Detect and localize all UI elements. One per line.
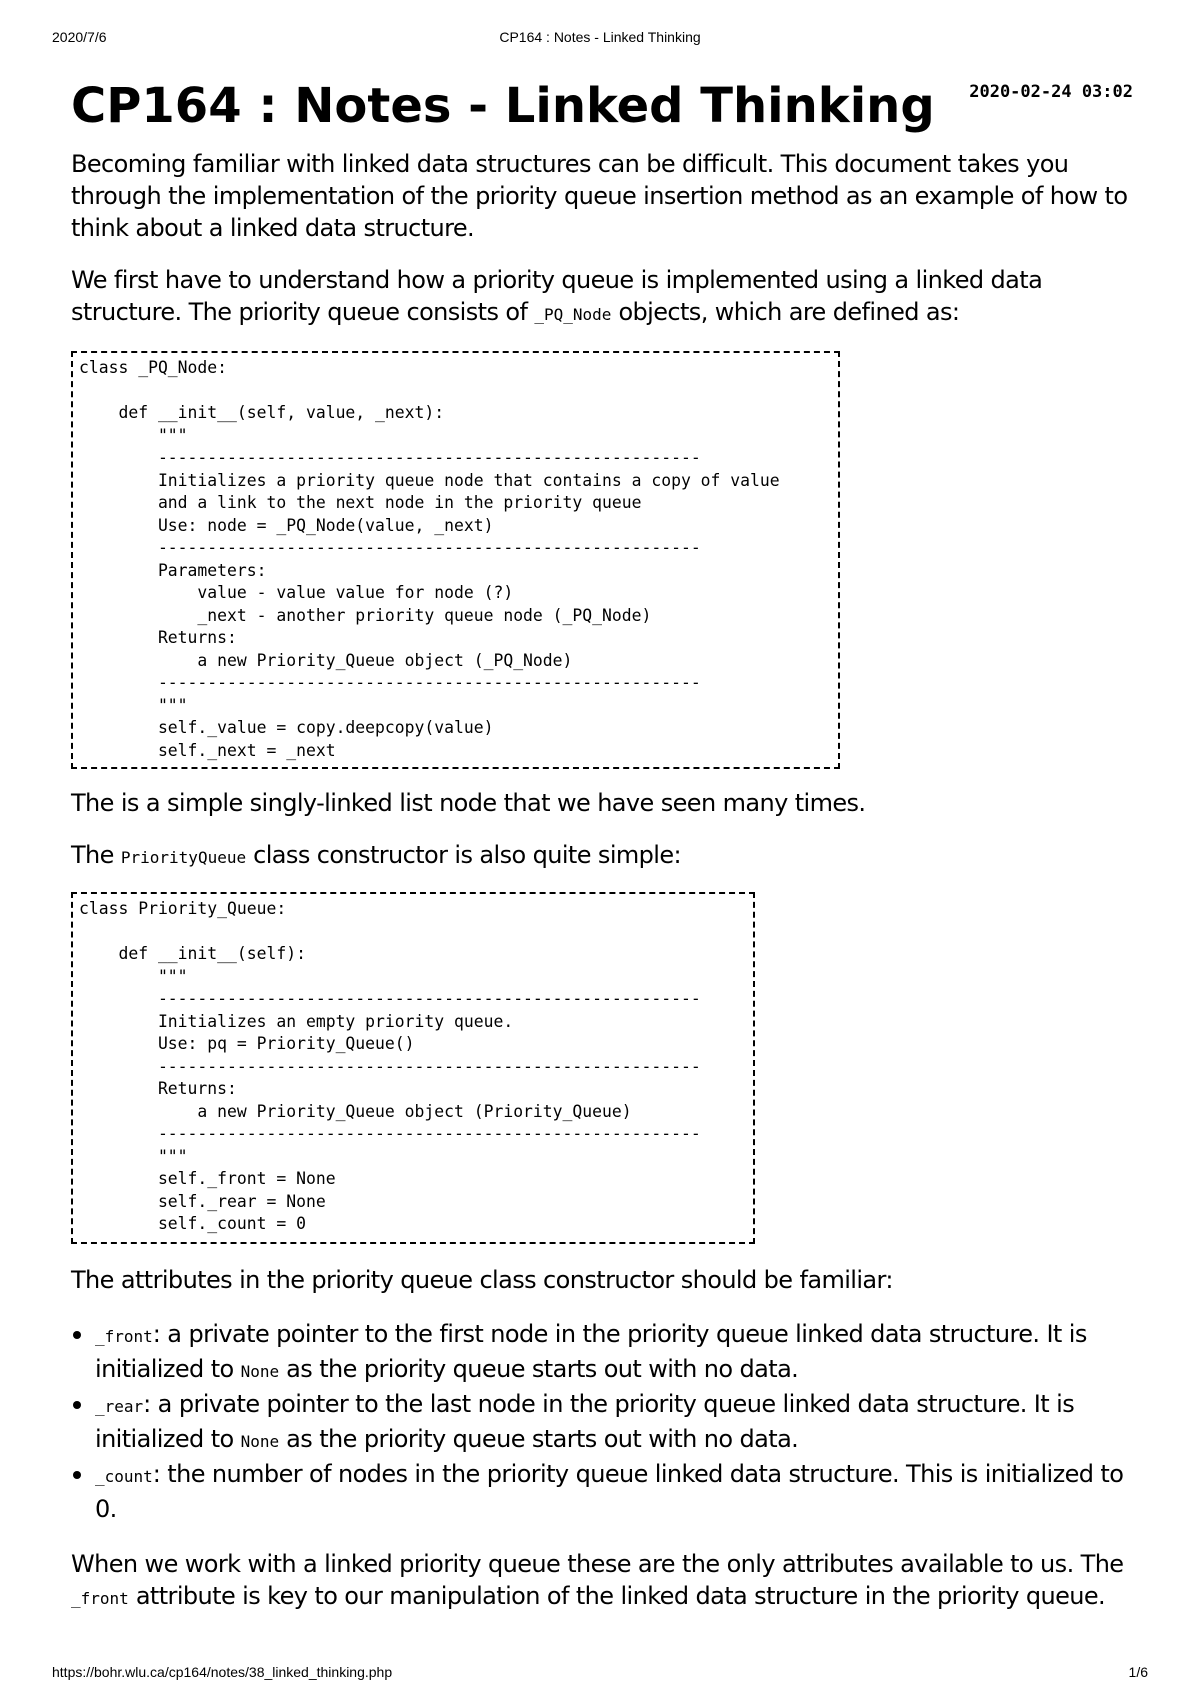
list-item-count (95, 1458, 1141, 1528)
inline-code: _rear (95, 1397, 144, 1416)
text-span: The (71, 841, 121, 869)
inline-code: None (240, 1432, 280, 1451)
print-title: CP164 : Notes - Linked Thinking (499, 29, 701, 45)
text-span: attribute is key to our manipulation of the linked data structure in the priority queue. (128, 1582, 1106, 1610)
inline-code: _front (71, 1589, 129, 1608)
timestamp: 2020-02-24 03:02 (969, 82, 1133, 102)
text-span: as the priority queue starts out with no data. (279, 1425, 799, 1453)
document-content (71, 70, 1141, 1615)
code-block-priority-queue: class Priority_Queue: def __init__(self): """ ------------------------------------------------------- Initializes an empty priority queue. Use: pq = Priority_Queue() ------------------------------------------------------- Returns: a new Priority_Queue object (Priority_Queue) ------------------------------------------------------- """ self._front = None self._rear = None self._count = 0 (71, 892, 755, 1244)
code-block-pq-node: class _PQ_Node: def __init__(self, value, _next): """ ------------------------------------------------------- Initializes a priority queue node that contains a copy of value and a link to the next node in the priority queue Use: node = _PQ_Node(value, _next) ------------------------------------------------------- Parameters: value - value value for node (?) _next - another priority queue node (_PQ_Node) Returns: a new Priority_Queue object (_PQ_Node) ------------------------------------------------------- """ self._value = copy.deepcopy(value) self._next = _next (71, 351, 840, 769)
inline-code: None (240, 1362, 280, 1381)
constructor-intro-paragraph (71, 839, 1141, 874)
text-span: When we work with a linked priority queue these are the only attributes available to us. The (71, 1550, 1124, 1578)
list-item-front (95, 1318, 1141, 1388)
intro-paragraph: Becoming familiar with linked data structures can be difficult. This document takes you through the implementation of the priority queue insertion method as an example of how to think about a linked data structure. (71, 150, 1128, 242)
list-item-rear (95, 1388, 1141, 1458)
inline-code: _count (95, 1467, 153, 1486)
inline-code: _front (95, 1327, 153, 1346)
attributes-intro-paragraph: The attributes in the priority queue class constructor should be familiar: (71, 1266, 893, 1294)
text-span: : the number of nodes in the priority queue linked data structure. This is initialized to 0. (95, 1460, 1124, 1523)
front-attribute-paragraph (71, 1548, 1141, 1615)
page-title: CP164 : Notes - Linked Thinking (71, 78, 935, 134)
text-span: : a private pointer to the last node in the priority queue linked data structure. It is initialized to (95, 1390, 1075, 1453)
text-span: : a private pointer to the first node in the priority queue linked data structure. It is initialized to (95, 1320, 1087, 1383)
attribute-list (71, 1318, 1141, 1528)
print-url: https://bohr.wlu.ca/cp164/notes/38_linked_thinking.php (52, 1664, 393, 1680)
text-span: as the priority queue starts out with no data. (279, 1355, 799, 1383)
inline-code: _PQ_Node (534, 305, 612, 324)
text-span: We first have to understand how a priority queue is implemented using a linked data structure. The priority queue consists of (71, 266, 1043, 326)
inline-code: PriorityQueue (120, 848, 247, 867)
text-span: class constructor is also quite simple: (246, 841, 682, 869)
node-summary-paragraph: The is a simple singly-linked list node that we have seen many times. (71, 789, 866, 817)
page-number: 1/6 (1128, 1664, 1148, 1680)
node-intro-paragraph (71, 264, 1071, 331)
text-span: objects, which are defined as: (611, 298, 960, 326)
print-date: 2020/7/6 (52, 29, 107, 45)
